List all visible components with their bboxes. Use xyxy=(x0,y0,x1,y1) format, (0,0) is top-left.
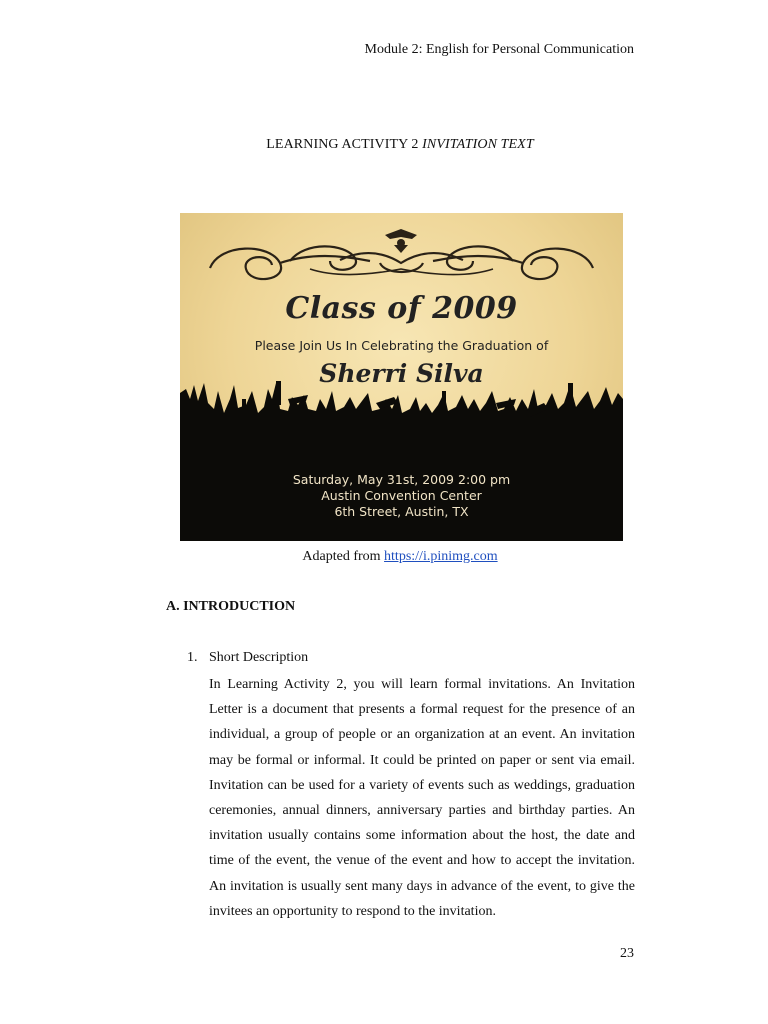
page-number: 23 xyxy=(620,946,634,961)
caption-prefix: Adapted from xyxy=(302,549,385,564)
section-heading: A. INTRODUCTION xyxy=(166,599,296,614)
list-item-title: Short Description xyxy=(209,650,309,665)
image-caption xyxy=(0,549,768,565)
activity-title-main: LEARNING ACTIVITY 2 xyxy=(266,137,423,152)
list-item-heading xyxy=(187,650,308,666)
description-paragraph: In Learning Activity 2, you will learn formal invitations. An Invitation Letter is a document that presents a formal request for the presence of an individual, a group of people or an organization at an event. An invitation may be formal or informal. It could be printed on paper or sent via email. Invitation can be used for a variety of events such as weddings, graduation ceremonies, annual dinners, anniversary parties and birthday parties. An invitation usually contains some information about the host, the date and time of the event, the venue of the event and how to accept the invitation. An invitation is usually sent many days in advance of the event, to give the invitees an opportunity to respond to the invitation. xyxy=(209,677,635,919)
ornament-crown xyxy=(385,229,417,253)
source-link[interactable]: https://i.pinimg.com xyxy=(384,549,498,564)
list-item-number: 1. xyxy=(187,650,198,665)
invitation-class-line: Class of 2009 xyxy=(285,291,518,326)
invitation-details xyxy=(180,472,623,520)
page-header: Module 2: English for Personal Communication xyxy=(364,42,634,57)
graduation-invitation-image xyxy=(180,213,623,541)
invitation-join-line: Please Join Us In Celebrating the Graduation of xyxy=(254,338,549,353)
invitation-address: 6th Street, Austin, TX xyxy=(334,504,469,519)
activity-title-italic: INVITATION TEXT xyxy=(422,137,534,152)
activity-title xyxy=(0,137,768,153)
invitation-graduate-name: Sherri Silva xyxy=(319,359,484,388)
invitation-date-time: Saturday, May 31st, 2009 2:00 pm xyxy=(292,472,511,487)
invitation-venue: Austin Convention Center xyxy=(321,488,482,503)
